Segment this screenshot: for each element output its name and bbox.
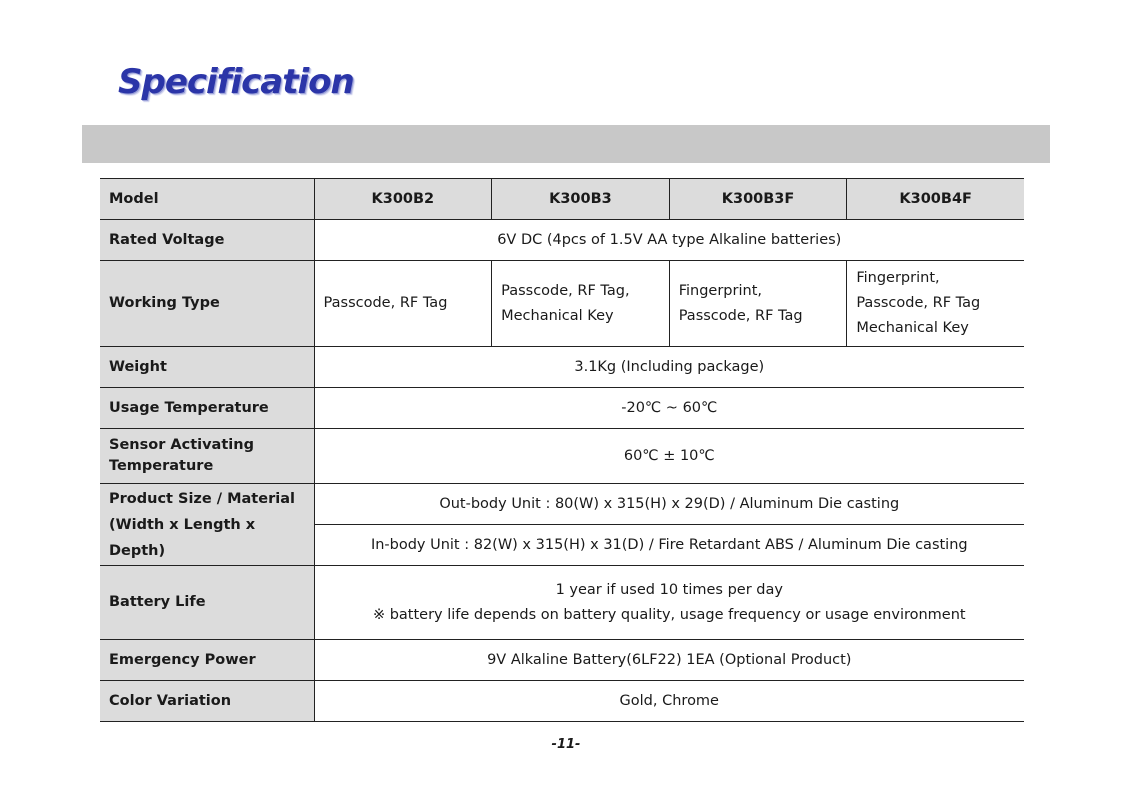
table-row-sensor-temperature (100, 429, 1024, 484)
label-working-type: Working Type (100, 261, 314, 347)
model-k300b3f: K300B3F (669, 179, 847, 220)
working-type-line: Mechanical Key (856, 320, 969, 336)
working-type-line: Fingerprint, (856, 270, 940, 286)
label-color-variation: Color Variation (100, 681, 314, 722)
table-row-usage-temperature (100, 388, 1024, 429)
value-color-variation: Gold, Chrome (314, 681, 1024, 722)
value-battery-life (314, 566, 1024, 640)
working-type-line: Mechanical Key (501, 307, 614, 324)
value-emergency-power: 9V Alkaline Battery(6LF22) 1EA (Optional Product) (314, 640, 1024, 681)
working-type-k300b4f (847, 261, 1024, 347)
working-type-k300b3 (492, 261, 670, 347)
page-number: -11- (551, 737, 581, 752)
label-battery-life: Battery Life (100, 566, 314, 640)
table-row-color-variation (100, 681, 1024, 722)
table-row-battery-life (100, 566, 1024, 640)
value-weight: 3.1Kg (Including package) (314, 347, 1024, 388)
value-out-body-unit: Out-body Unit : 80(W) x 315(H) x 29(D) / Aluminum Die casting (314, 484, 1024, 525)
table-row-model (100, 179, 1024, 220)
value-rated-voltage: 6V DC (4pcs of 1.5V AA type Alkaline batteries) (314, 220, 1024, 261)
working-type-line: Passcode, RF Tag, (501, 282, 630, 299)
model-k300b3: K300B3 (492, 179, 670, 220)
working-type-k300b2 (314, 261, 492, 347)
label-usage-temperature: Usage Temperature (100, 388, 314, 429)
working-type-line: Passcode, RF Tag (323, 295, 448, 311)
page-title: Specification (118, 62, 354, 102)
label-line: Sensor Activating (109, 437, 254, 453)
label-line: Product Size / Material (109, 490, 295, 507)
label-rated-voltage: Rated Voltage (100, 220, 314, 261)
value-usage-temperature: -20℃ ~ 60℃ (314, 388, 1024, 429)
table-row-weight (100, 347, 1024, 388)
model-k300b2: K300B2 (314, 179, 492, 220)
label-line: (Width x Length x Depth) (109, 516, 256, 559)
working-type-line: Fingerprint, (678, 282, 762, 299)
label-emergency-power: Emergency Power (100, 640, 314, 681)
header-band (82, 125, 1050, 163)
spec-table (100, 178, 1024, 722)
label-weight: Weight (100, 347, 314, 388)
table-row-working-type (100, 261, 1024, 347)
label-product-size (100, 484, 314, 566)
label-line: Temperature (109, 458, 214, 474)
battery-life-line: 1 year if used 10 times per day (555, 581, 783, 598)
table-row-product-size-out (100, 484, 1024, 525)
model-k300b4f: K300B4F (847, 179, 1024, 220)
table-row-rated-voltage (100, 220, 1024, 261)
label-sensor-temperature (100, 429, 314, 484)
working-type-line: Passcode, RF Tag (678, 307, 803, 324)
battery-life-note: ※ battery life depends on battery quality, usage frequency or usage environment (372, 606, 966, 623)
working-type-line: Passcode, RF Tag (856, 295, 981, 311)
value-sensor-temperature: 60℃ ± 10℃ (314, 429, 1024, 484)
label-model: Model (100, 179, 314, 220)
table-row-emergency-power (100, 640, 1024, 681)
working-type-k300b3f (669, 261, 847, 347)
value-in-body-unit: In-body Unit : 82(W) x 315(H) x 31(D) / Fire Retardant ABS / Aluminum Die casting (314, 525, 1024, 566)
